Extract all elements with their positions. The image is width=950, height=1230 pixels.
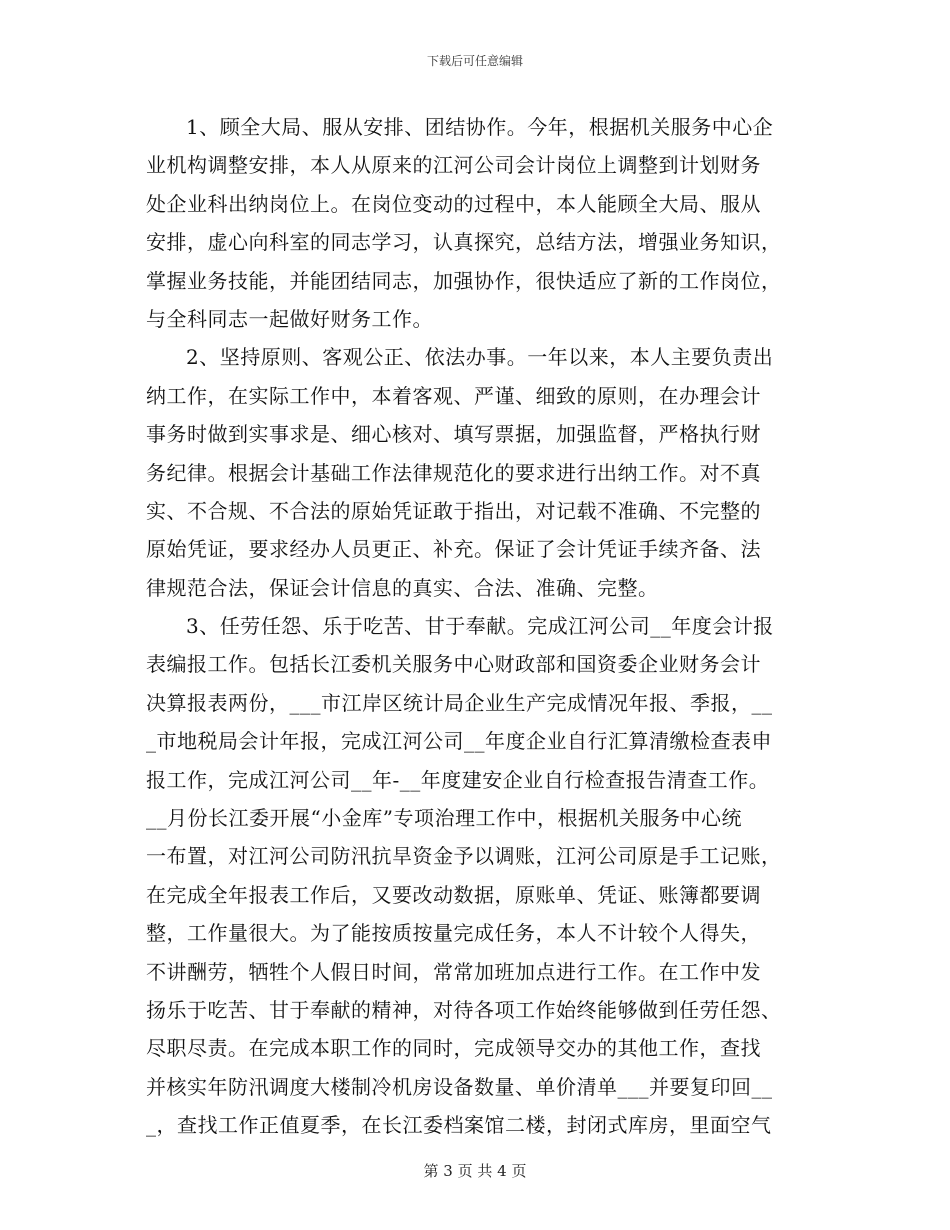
text-line: 与全科同志一起做好财务工作。 <box>146 306 433 331</box>
text-line: _，查找工作正值夏季，在长江委档案馆二楼，封闭式库房，里面空气 <box>146 1113 772 1138</box>
text-line: 一布置，对江河公司防汛抗旱资金予以调账，江河公司原是手工记账， <box>146 844 782 869</box>
page-number-footer: 第 3 页 共 4 页 <box>423 1162 527 1180</box>
text-line: 处企业科出纳岗位上。在岗位变动的过程中，本人能顾全大局、服从 <box>146 191 761 216</box>
text-line: 2、坚持原则、客观公正、依法办事。一年以来，本人主要负责出 <box>186 345 774 370</box>
text-line: 尽职尽责。在完成本职工作的同时，完成领导交办的其他工作，查找 <box>146 1036 761 1061</box>
text-line: 在完成全年报表工作后，又要改动数据，原账单、凭证、账簿都要调 <box>146 882 761 907</box>
text-line: 决算报表两份，___市江岸区统计局企业生产完成情况年报、季报，__ <box>146 690 773 715</box>
text-line: 扬乐于吃苦、甘于奉献的精神，对待各项工作始终能够做到任劳任怨、 <box>146 997 782 1022</box>
text-line: 事务时做到实事求是、细心核对、填写票据，加强监督，严格执行财 <box>146 422 761 447</box>
text-line: 务纪律。根据会计基础工作法律规范化的要求进行出纳工作。对不真 <box>146 460 761 485</box>
text-line: 纳工作，在实际工作中，本着客观、严谨、细致的原则，在办理会计 <box>146 383 761 408</box>
text-line: 原始凭证，要求经办人员更正、补充。保证了会计凭证手续齐备、法 <box>146 537 761 562</box>
text-line: 1、顾全大局、服从安排、团结协作。今年，根据机关服务中心企 <box>186 115 774 139</box>
text-line: 实、不合规、不合法的原始凭证敢于指出，对记载不准确、不完整的 <box>146 498 761 523</box>
document-body <box>146 108 806 1145</box>
text-line: 掌握业务技能，并能团结同志，加强协作，很快适应了新的工作岗位， <box>146 268 782 293</box>
text-line: 业机构调整安排，本人从原来的江河公司会计岗位上调整到计划财务 <box>146 153 761 178</box>
text-line: 表编报工作。包括长江委机关服务中心财政部和国资委企业财务会计 <box>146 652 761 677</box>
text-line: 并核实年防汛调度大楼制冷机房设备数量、单价清单___并要复印回__ <box>146 1074 773 1099</box>
text-line: 报工作，完成江河公司__年-__年度建安企业自行检查报告清查工作。 <box>146 767 770 792</box>
text-line: 不讲酬劳，牺牲个人假日时间，常常加班加点进行工作。在工作中发 <box>146 959 761 984</box>
page-header: 下载后可任意编辑 <box>426 54 523 68</box>
text-line: 安排，虚心向科室的同志学习，认真探究，总结方法，增强业务知识， <box>146 230 782 255</box>
text-line: 整，工作量很大。为了能按质按量完成任务，本人不计较个人得失， <box>146 921 761 946</box>
text-line: __月份长江委开展“小金库”专项治理工作中，根据机关服务中心统 <box>146 806 742 831</box>
text-line: 律规范合法，保证会计信息的真实、合法、准确、完整。 <box>146 575 659 600</box>
text-line: _市地税局会计年报，完成江河公司__年度企业自行汇算清缴检查表申 <box>146 729 772 754</box>
text-line: 3、任劳任怨、乐于吃苦、甘于奉献。完成江河公司__年度会计报 <box>186 614 774 639</box>
